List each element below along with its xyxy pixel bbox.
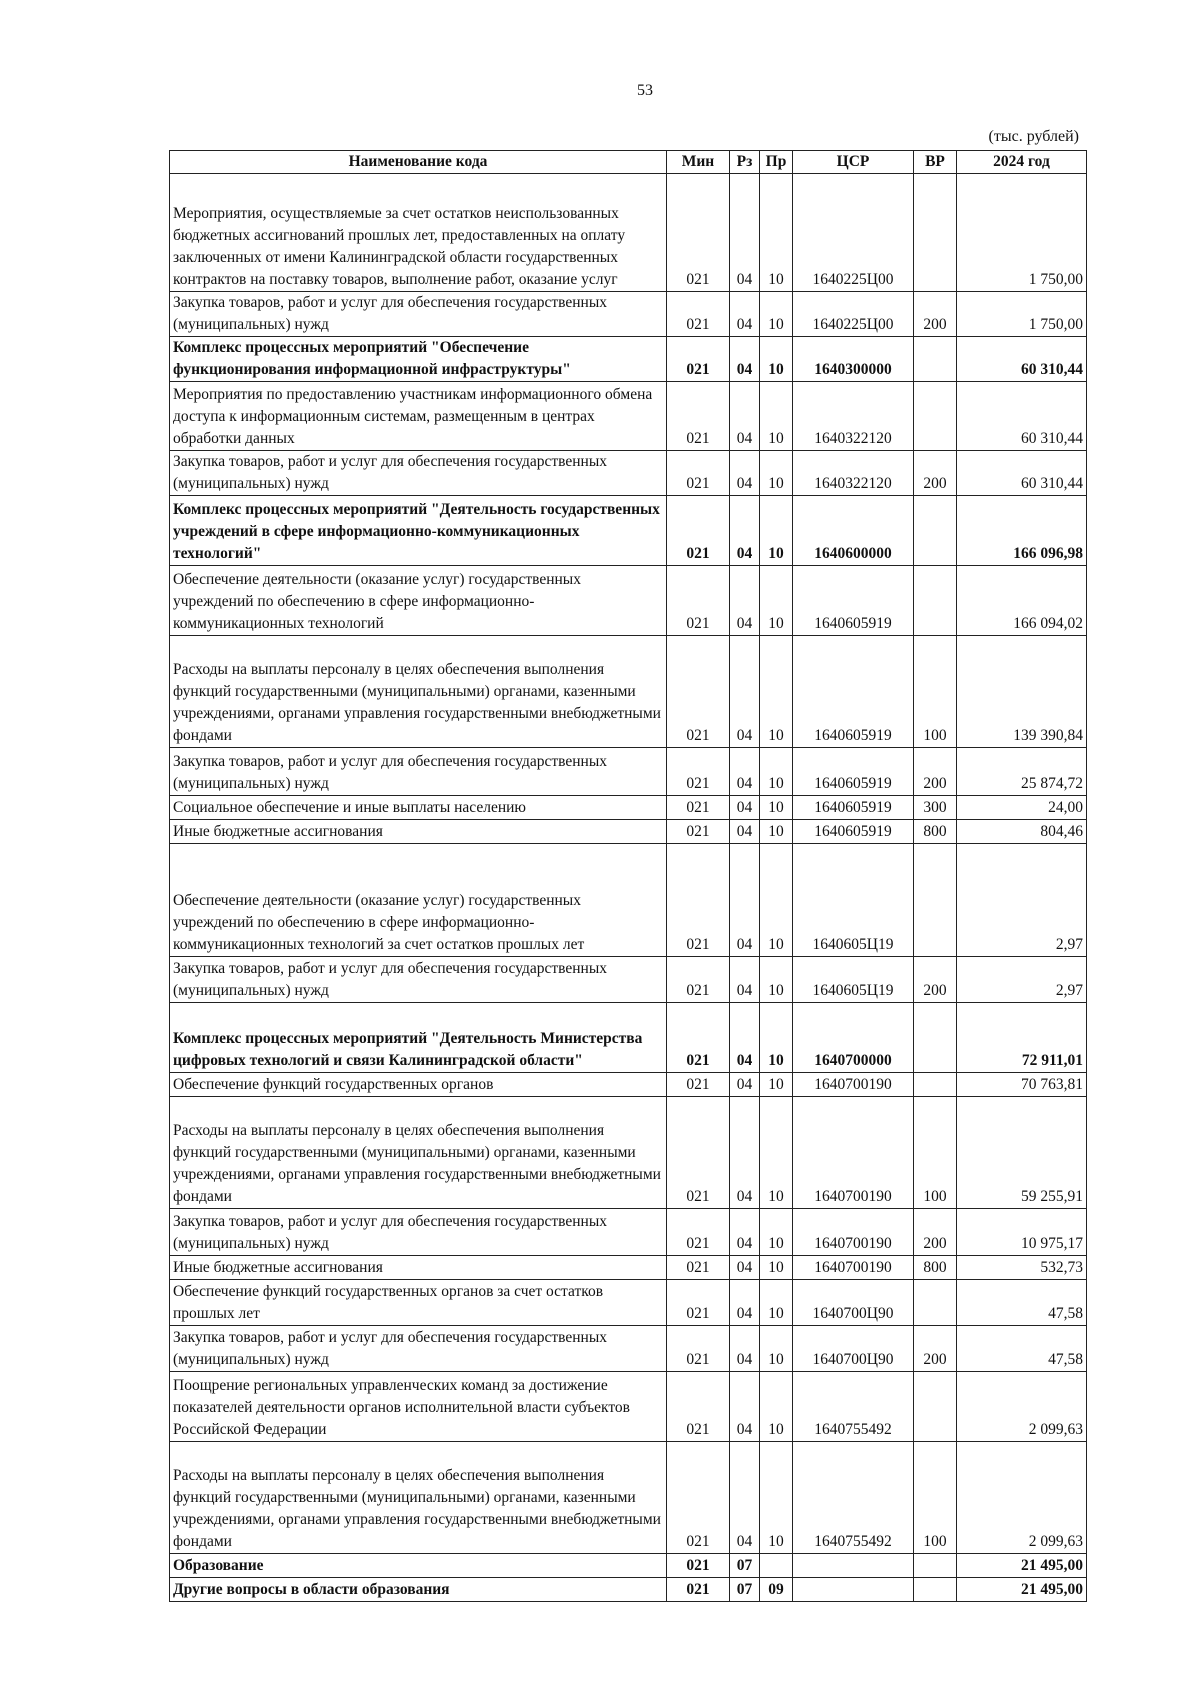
row-rz: 04 xyxy=(730,748,760,796)
row-csr: 1640605919 xyxy=(793,820,914,844)
row-vr: 100 xyxy=(914,636,957,748)
row-rz: 04 xyxy=(730,796,760,820)
row-amount: 47,58 xyxy=(957,1326,1087,1372)
row-pr: 10 xyxy=(760,844,793,957)
table-row xyxy=(170,1554,1087,1578)
row-csr xyxy=(793,1554,914,1578)
row-name: Комплекс процессных мероприятий "Деятельность государственных учреждений в сфере информационно-коммуникационных технологий" xyxy=(170,496,667,566)
row-vr xyxy=(914,844,957,957)
table-row xyxy=(170,451,1087,496)
row-amount: 72 911,01 xyxy=(957,1003,1087,1073)
row-pr: 10 xyxy=(760,1372,793,1442)
row-name: Закупка товаров, работ и услуг для обеспечения государственных (муниципальных) нужд xyxy=(170,1326,667,1372)
row-min: 021 xyxy=(667,796,730,820)
budget-table xyxy=(169,150,1087,1602)
row-min: 021 xyxy=(667,1256,730,1280)
row-rz: 04 xyxy=(730,1209,760,1256)
table-row xyxy=(170,1209,1087,1256)
row-amount: 21 495,00 xyxy=(957,1578,1087,1602)
row-vr xyxy=(914,496,957,566)
table-row xyxy=(170,1280,1087,1326)
row-min: 021 xyxy=(667,957,730,1003)
table-row xyxy=(170,1578,1087,1602)
row-min: 021 xyxy=(667,1326,730,1372)
row-min: 021 xyxy=(667,844,730,957)
table-row xyxy=(170,337,1087,382)
header-min: Мин xyxy=(667,151,730,174)
row-csr: 1640605919 xyxy=(793,796,914,820)
row-vr xyxy=(914,1003,957,1073)
row-min: 021 xyxy=(667,748,730,796)
header-rz: Рз xyxy=(730,151,760,174)
row-name: Закупка товаров, работ и услуг для обеспечения государственных (муниципальных) нужд xyxy=(170,451,667,496)
row-amount: 2 099,63 xyxy=(957,1372,1087,1442)
table-row xyxy=(170,292,1087,337)
row-name: Мероприятия, осуществляемые за счет остатков неиспользованных бюджетных ассигнований прошлых лет, предоставленных на оплату заключенных от имени Калининградской области государственных контрактов на поставку товаров, выполнение работ, оказание услуг xyxy=(170,174,667,292)
row-vr xyxy=(914,174,957,292)
row-min: 021 xyxy=(667,1073,730,1097)
row-amount: 1 750,00 xyxy=(957,292,1087,337)
row-pr: 10 xyxy=(760,1073,793,1097)
row-amount: 2 099,63 xyxy=(957,1442,1087,1554)
row-vr: 200 xyxy=(914,1326,957,1372)
row-csr: 1640605919 xyxy=(793,636,914,748)
row-min: 021 xyxy=(667,1554,730,1578)
row-csr: 1640600000 xyxy=(793,496,914,566)
row-amount: 60 310,44 xyxy=(957,382,1087,451)
row-csr: 1640225Ц00 xyxy=(793,292,914,337)
row-rz: 04 xyxy=(730,820,760,844)
row-name: Обеспечение деятельности (оказание услуг) государственных учреждений по обеспечению в сфере информационно-коммуникационных технологий за счет остатков прошлых лет xyxy=(170,844,667,957)
row-min: 021 xyxy=(667,382,730,451)
table-row xyxy=(170,748,1087,796)
row-amount: 25 874,72 xyxy=(957,748,1087,796)
row-pr: 10 xyxy=(760,636,793,748)
table-row xyxy=(170,1372,1087,1442)
row-vr xyxy=(914,337,957,382)
row-rz: 07 xyxy=(730,1554,760,1578)
table-row xyxy=(170,496,1087,566)
table-header-row xyxy=(170,151,1087,174)
row-vr: 200 xyxy=(914,451,957,496)
row-amount: 60 310,44 xyxy=(957,451,1087,496)
table-row xyxy=(170,820,1087,844)
units-label: (тыс. рублей) xyxy=(988,128,1079,145)
row-min: 021 xyxy=(667,1003,730,1073)
row-rz: 04 xyxy=(730,1256,760,1280)
row-pr: 10 xyxy=(760,957,793,1003)
row-rz: 04 xyxy=(730,844,760,957)
row-rz: 04 xyxy=(730,451,760,496)
row-csr: 1640700000 xyxy=(793,1003,914,1073)
row-csr: 1640322120 xyxy=(793,382,914,451)
table-row xyxy=(170,957,1087,1003)
row-amount: 804,46 xyxy=(957,820,1087,844)
row-amount: 70 763,81 xyxy=(957,1073,1087,1097)
row-csr: 1640700190 xyxy=(793,1209,914,1256)
header-csr: ЦСР xyxy=(793,151,914,174)
row-amount: 1 750,00 xyxy=(957,174,1087,292)
row-min: 021 xyxy=(667,451,730,496)
table-row xyxy=(170,1003,1087,1073)
row-csr: 1640225Ц00 xyxy=(793,174,914,292)
row-vr: 800 xyxy=(914,1256,957,1280)
row-min: 021 xyxy=(667,1372,730,1442)
table-row xyxy=(170,1073,1087,1097)
row-pr: 10 xyxy=(760,292,793,337)
row-pr: 10 xyxy=(760,496,793,566)
row-vr: 200 xyxy=(914,1209,957,1256)
row-min: 021 xyxy=(667,820,730,844)
row-rz: 07 xyxy=(730,1578,760,1602)
row-min: 021 xyxy=(667,496,730,566)
row-pr: 10 xyxy=(760,1256,793,1280)
row-min: 021 xyxy=(667,174,730,292)
row-min: 021 xyxy=(667,566,730,636)
row-rz: 04 xyxy=(730,636,760,748)
row-csr: 1640605Ц19 xyxy=(793,957,914,1003)
row-pr: 10 xyxy=(760,451,793,496)
row-name: Иные бюджетные ассигнования xyxy=(170,820,667,844)
row-min: 021 xyxy=(667,292,730,337)
table-row xyxy=(170,566,1087,636)
row-csr: 1640700190 xyxy=(793,1256,914,1280)
row-pr: 09 xyxy=(760,1578,793,1602)
row-amount: 21 495,00 xyxy=(957,1554,1087,1578)
row-pr: 10 xyxy=(760,1326,793,1372)
row-vr: 200 xyxy=(914,957,957,1003)
header-vr: ВР xyxy=(914,151,957,174)
header-year: 2024 год xyxy=(957,151,1087,174)
row-csr: 1640755492 xyxy=(793,1442,914,1554)
row-rz: 04 xyxy=(730,1442,760,1554)
row-pr: 10 xyxy=(760,1003,793,1073)
row-csr: 1640700Ц90 xyxy=(793,1326,914,1372)
row-csr: 1640322120 xyxy=(793,451,914,496)
row-rz: 04 xyxy=(730,1280,760,1326)
row-pr: 10 xyxy=(760,1209,793,1256)
row-pr: 10 xyxy=(760,566,793,636)
row-vr xyxy=(914,1073,957,1097)
row-name: Обеспечение деятельности (оказание услуг) государственных учреждений по обеспечению в сфере информационно-коммуникационных технологий xyxy=(170,566,667,636)
row-name: Обеспечение функций государственных органов xyxy=(170,1073,667,1097)
row-csr: 1640700190 xyxy=(793,1097,914,1209)
row-min: 021 xyxy=(667,1097,730,1209)
row-vr xyxy=(914,566,957,636)
row-vr: 200 xyxy=(914,748,957,796)
row-min: 021 xyxy=(667,337,730,382)
table-row xyxy=(170,844,1087,957)
row-name: Комплекс процессных мероприятий "Обеспечение функционирования информационной инфраструктуры" xyxy=(170,337,667,382)
row-amount: 532,73 xyxy=(957,1256,1087,1280)
row-rz: 04 xyxy=(730,1097,760,1209)
row-amount: 2,97 xyxy=(957,844,1087,957)
row-pr: 10 xyxy=(760,1442,793,1554)
header-pr: Пр xyxy=(760,151,793,174)
row-csr: 1640300000 xyxy=(793,337,914,382)
row-rz: 04 xyxy=(730,337,760,382)
row-name: Социальное обеспечение и иные выплаты населению xyxy=(170,796,667,820)
row-name: Поощрение региональных управленческих команд за достижение показателей деятельности органов исполнительной власти субъектов Российской Федерации xyxy=(170,1372,667,1442)
row-vr: 300 xyxy=(914,796,957,820)
row-amount: 10 975,17 xyxy=(957,1209,1087,1256)
row-rz: 04 xyxy=(730,1003,760,1073)
row-pr: 10 xyxy=(760,1097,793,1209)
row-name: Комплекс процессных мероприятий "Деятельность Министерства цифровых технологий и связи Калининградской области" xyxy=(170,1003,667,1073)
row-amount: 24,00 xyxy=(957,796,1087,820)
row-vr xyxy=(914,1280,957,1326)
row-vr xyxy=(914,1578,957,1602)
table-row xyxy=(170,382,1087,451)
row-csr: 1640605919 xyxy=(793,566,914,636)
row-vr xyxy=(914,1554,957,1578)
row-csr: 1640700Ц90 xyxy=(793,1280,914,1326)
row-min: 021 xyxy=(667,1209,730,1256)
row-csr: 1640755492 xyxy=(793,1372,914,1442)
row-name: Иные бюджетные ассигнования xyxy=(170,1256,667,1280)
row-name: Закупка товаров, работ и услуг для обеспечения государственных (муниципальных) нужд xyxy=(170,1209,667,1256)
header-name: Наименование кода xyxy=(170,151,667,174)
row-name: Другие вопросы в области образования xyxy=(170,1578,667,1602)
row-pr: 10 xyxy=(760,337,793,382)
row-rz: 04 xyxy=(730,566,760,636)
row-csr xyxy=(793,1578,914,1602)
table-row xyxy=(170,174,1087,292)
row-pr: 10 xyxy=(760,382,793,451)
table-row xyxy=(170,796,1087,820)
row-amount: 139 390,84 xyxy=(957,636,1087,748)
row-pr: 10 xyxy=(760,174,793,292)
row-name: Закупка товаров, работ и услуг для обеспечения государственных (муниципальных) нужд xyxy=(170,292,667,337)
row-name: Расходы на выплаты персоналу в целях обеспечения выполнения функций государственными (муниципальными) органами, казенными учреждениями, органами управления государственными внебюджетными фондами xyxy=(170,1442,667,1554)
row-rz: 04 xyxy=(730,1326,760,1372)
row-pr xyxy=(760,1554,793,1578)
row-amount: 47,58 xyxy=(957,1280,1087,1326)
row-rz: 04 xyxy=(730,957,760,1003)
row-rz: 04 xyxy=(730,292,760,337)
row-vr xyxy=(914,382,957,451)
row-min: 021 xyxy=(667,1578,730,1602)
row-name: Расходы на выплаты персоналу в целях обеспечения выполнения функций государственными (муниципальными) органами, казенными учреждениями, органами управления государственными внебюджетными фондами xyxy=(170,1097,667,1209)
row-vr: 800 xyxy=(914,820,957,844)
row-rz: 04 xyxy=(730,1372,760,1442)
row-csr: 1640605919 xyxy=(793,748,914,796)
row-name: Закупка товаров, работ и услуг для обеспечения государственных (муниципальных) нужд xyxy=(170,957,667,1003)
row-min: 021 xyxy=(667,636,730,748)
row-name: Мероприятия по предоставлению участникам информационного обмена доступа к информационным системам, размещенным в центрах обработки данных xyxy=(170,382,667,451)
row-name: Расходы на выплаты персоналу в целях обеспечения выполнения функций государственными (муниципальными) органами, казенными учреждениями, органами управления государственными внебюджетными фондами xyxy=(170,636,667,748)
row-name: Обеспечение функций государственных органов за счет остатков прошлых лет xyxy=(170,1280,667,1326)
row-rz: 04 xyxy=(730,382,760,451)
table-row xyxy=(170,1097,1087,1209)
row-name: Закупка товаров, работ и услуг для обеспечения государственных (муниципальных) нужд xyxy=(170,748,667,796)
table-row xyxy=(170,1256,1087,1280)
row-min: 021 xyxy=(667,1442,730,1554)
row-vr: 200 xyxy=(914,292,957,337)
table-row xyxy=(170,1326,1087,1372)
row-amount: 166 096,98 xyxy=(957,496,1087,566)
row-vr: 100 xyxy=(914,1097,957,1209)
row-vr: 100 xyxy=(914,1442,957,1554)
row-csr: 1640700190 xyxy=(793,1073,914,1097)
row-amount: 59 255,91 xyxy=(957,1097,1087,1209)
row-pr: 10 xyxy=(760,820,793,844)
row-pr: 10 xyxy=(760,1280,793,1326)
row-vr xyxy=(914,1372,957,1442)
table-row xyxy=(170,1442,1087,1554)
row-rz: 04 xyxy=(730,496,760,566)
row-amount: 2,97 xyxy=(957,957,1087,1003)
row-csr: 1640605Ц19 xyxy=(793,844,914,957)
row-amount: 60 310,44 xyxy=(957,337,1087,382)
row-rz: 04 xyxy=(730,174,760,292)
table-row xyxy=(170,636,1087,748)
row-name: Образование xyxy=(170,1554,667,1578)
row-min: 021 xyxy=(667,1280,730,1326)
row-pr: 10 xyxy=(760,796,793,820)
page-number: 53 xyxy=(637,82,653,99)
row-rz: 04 xyxy=(730,1073,760,1097)
row-pr: 10 xyxy=(760,748,793,796)
row-amount: 166 094,02 xyxy=(957,566,1087,636)
